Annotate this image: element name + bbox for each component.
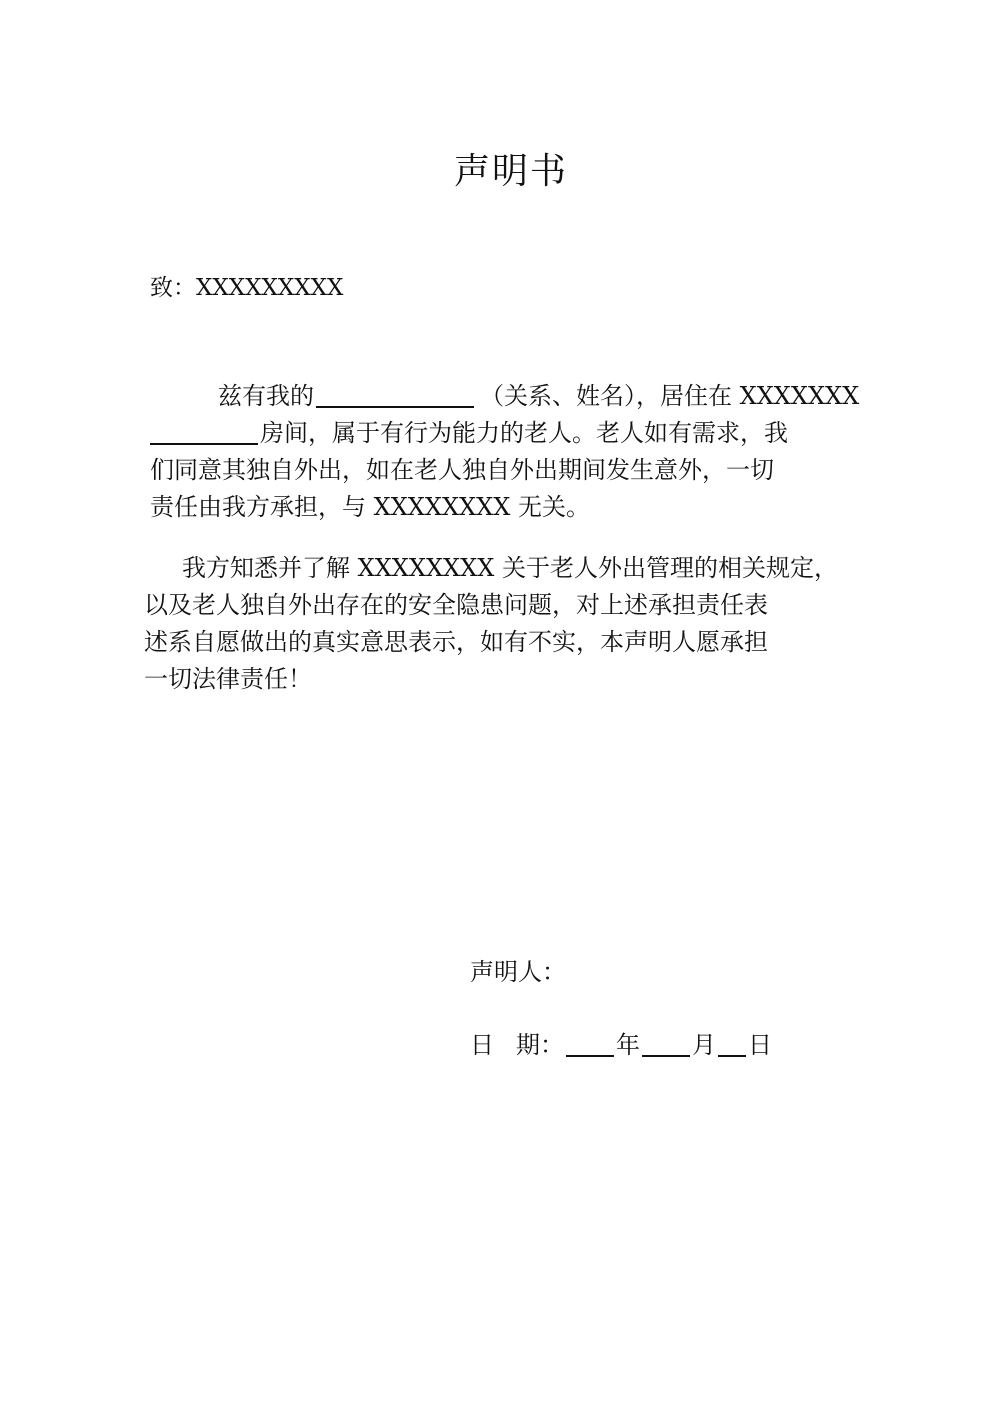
day-blank[interactable] — [718, 1029, 746, 1057]
date-label-ri: 日 — [470, 1031, 494, 1059]
para1-line-1-start: 兹有我的 — [218, 382, 314, 410]
para2-line-4: 一切法律责任！ — [144, 665, 312, 693]
date-row — [470, 1027, 772, 1063]
para1-line-1 — [144, 378, 860, 415]
month-label: 月 — [692, 1031, 716, 1059]
relation-name-blank[interactable] — [316, 380, 474, 408]
day-label: 日 — [748, 1031, 772, 1059]
para1-line-4: 责任由我方承担，与 XXXXXXXX 无关。 — [150, 493, 590, 521]
para1-line-2 — [144, 415, 854, 452]
year-label: 年 — [616, 1031, 640, 1059]
recipient-line: 致：XXXXXXXXX — [150, 275, 344, 301]
paragraph-declaration — [144, 378, 860, 526]
paragraph-acknowledgement — [144, 550, 854, 698]
room-blank[interactable] — [150, 417, 258, 445]
para2-line-1: 我方知悉并了解 XXXXXXXX 关于老人外出管理的相关规定， — [182, 554, 838, 582]
para2-line-3: 述系自愿做出的真实意思表示，如有不实，本声明人愿承担 — [144, 628, 768, 656]
para1-line-2-text: 房间，属于有行为能力的老人。老人如有需求，我 — [260, 419, 788, 447]
year-blank[interactable] — [566, 1029, 614, 1057]
signer-label: 声明人： — [470, 958, 566, 986]
para2-line-2: 以及老人独自外出存在的安全隐患问题，对上述承担责任表 — [144, 591, 768, 619]
document-title: 声明书 — [453, 151, 568, 192]
date-label-qi: 期： — [516, 1031, 564, 1059]
month-blank[interactable] — [642, 1029, 690, 1057]
para1-line-1-end: （关系、姓名），居住在 XXXXXXX — [480, 382, 860, 410]
para1-line-3: 们同意其独自外出，如在老人独自外出期间发生意外，一切 — [150, 456, 774, 484]
